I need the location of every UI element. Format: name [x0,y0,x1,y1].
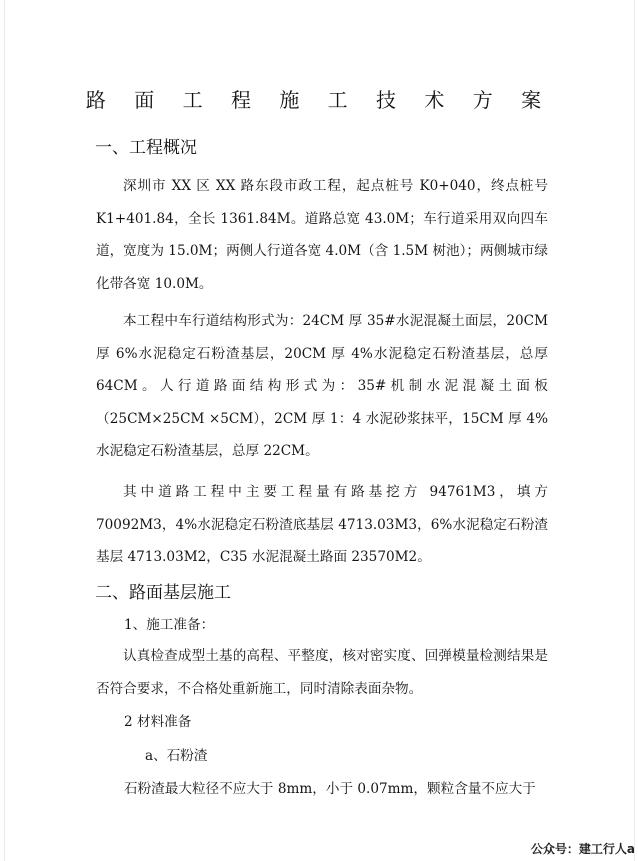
section-heading-overview: 一、工程概况 [95,138,197,158]
section-heading-base-construction: 二、路面基层施工 [95,583,231,603]
document-title: 路 面 工 程 施 工 技 术 方 案 [85,88,553,112]
page-edge-right [634,0,635,861]
item-construction-prep: 1、施工准备： [124,617,215,633]
item-material-prep: 2 材料准备 [124,714,192,730]
footer-account-label: 公众号：建工行人a [530,842,635,856]
paragraph-stone-powder: 石粉渣最大粒径不应大于 8mm，小于 0.07mm，颗粒含量不应大于 [124,781,536,797]
item-stone-powder: a、石粉渣 [145,748,208,764]
paragraph-construction-prep: 认真检查成型土基的高程、平整度，核对密实度、回弹模量检测结果是否符合要求，不合格处重新施工，同时清除表面杂物。 [96,648,548,697]
paragraph-project-overview: 深圳市 XX 区 XX 路东段市政工程，起点桩号 K0+040，终点桩号 K1+401.84，全长 1361.84M。道路总宽 43.0M；车行道采用双向四车道，宽度为 15.0M；两侧人行道各宽 4.0M（含 1.5M 树池）；两侧城市绿化带各宽 10.0M。 [96,178,548,292]
page-edge-left [4,0,5,861]
paragraph-structure-form: 本工程中车行道结构形式为：24CM 厚 35#水泥混凝土面层，20CM 厚 6%水泥稳定石粉渣基层，20CM 厚 4%水泥稳定石粉渣基层，总厚 64CM。人行道路面结构形式为：35#机制水泥混凝土面板（25CM×25CM ×5CM），2CM 厚 1：4 水泥砂浆抹平，15CM 厚 4%水泥稳定石粉渣基层，总厚 22CM。 [96,313,548,460]
paragraph-quantities [96,476,548,574]
quantities-text: 其中道路工程中主要工程量有路基挖方 94761M3，填方 70092M3，4%水泥稳定石粉渣底基层 4713.03M3，6%水泥稳定石粉渣基层 4713.03M2，C35 水泥混凝土路面 23570M2。 [96,484,548,566]
